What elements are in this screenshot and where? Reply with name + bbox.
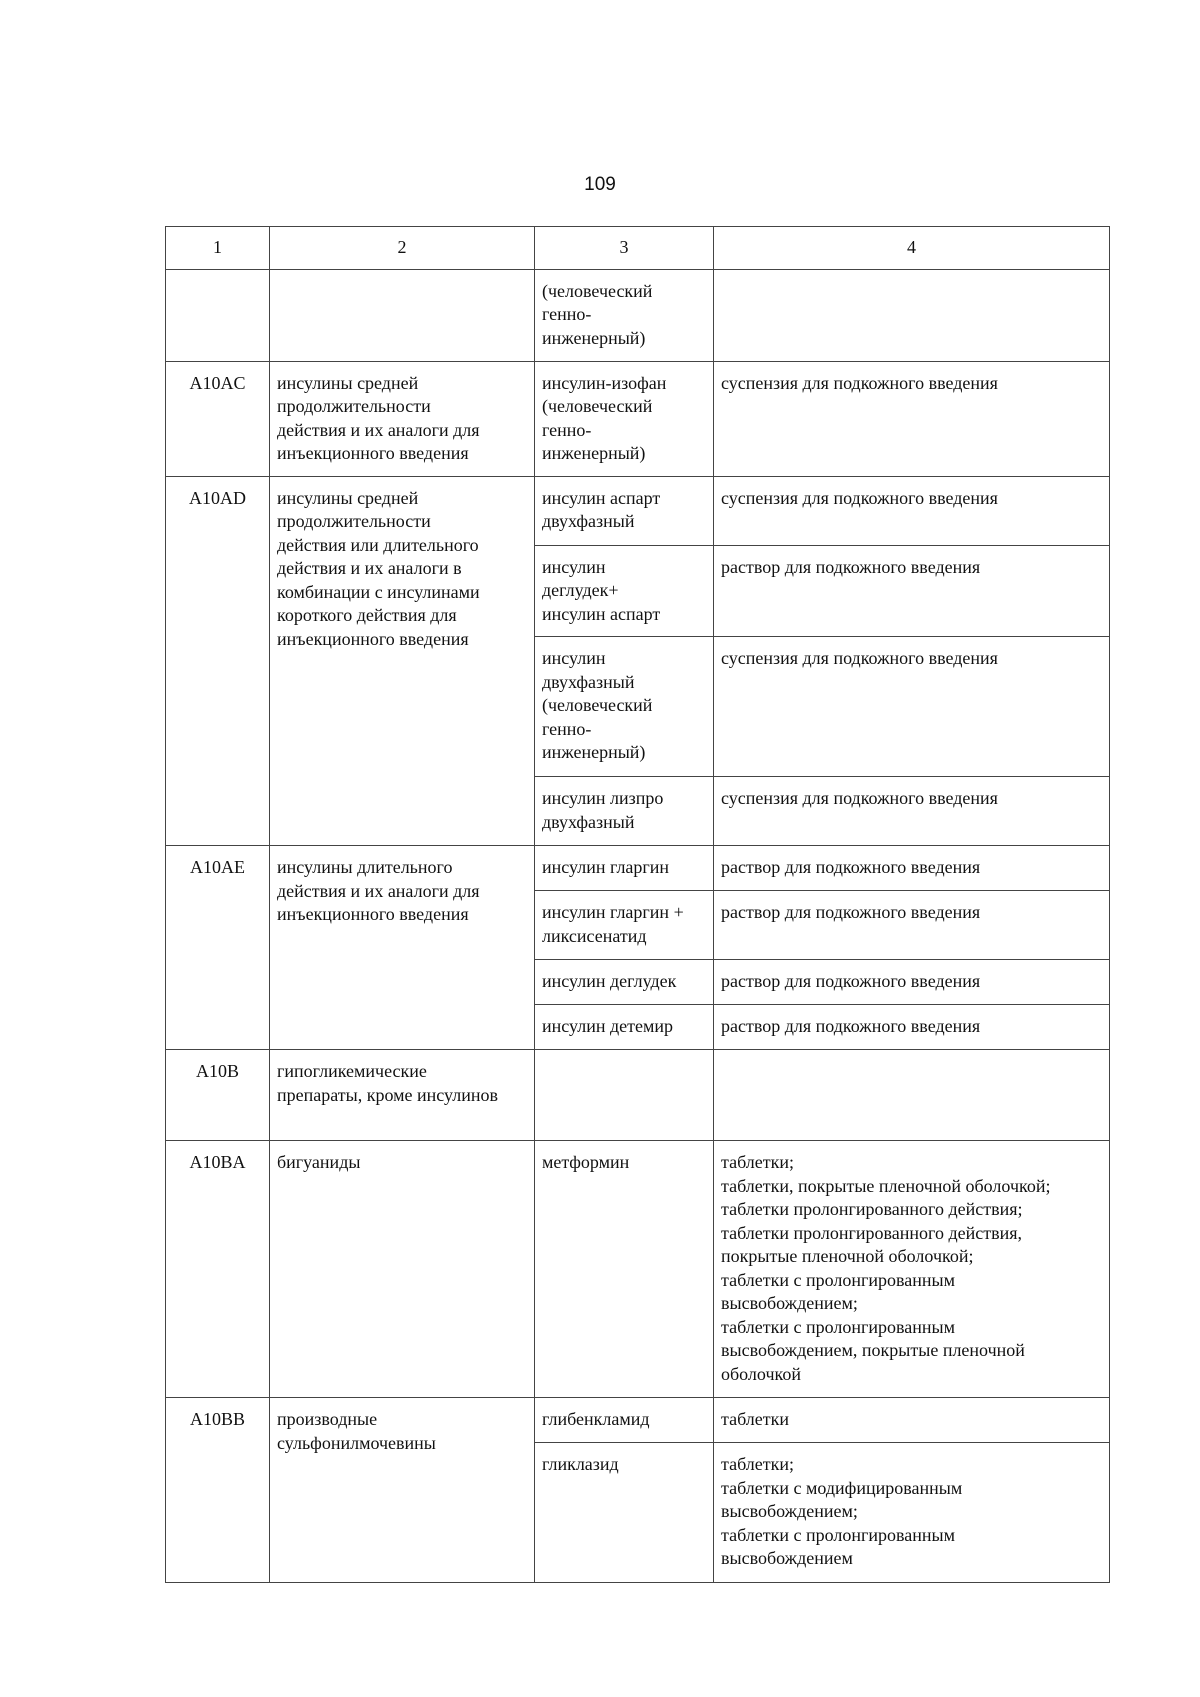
form-cell: раствор для подкожного введения xyxy=(714,1005,1110,1050)
table-row xyxy=(166,269,1110,361)
drug-cell: метформин xyxy=(535,1141,714,1398)
table-row xyxy=(166,846,1110,891)
group-name-cell: гипогликемические препараты, кроме инсулинов xyxy=(270,1050,535,1141)
atc-code-cell: A10AC xyxy=(166,361,270,476)
table-row xyxy=(166,1050,1110,1141)
atc-code-cell: A10BB xyxy=(166,1398,270,1583)
group-name-cell: инсулины длительного действия и их аналоги для инъекционного введения xyxy=(270,846,535,1050)
form-cell: раствор для подкожного введения xyxy=(714,891,1110,960)
form-cell: таблетки xyxy=(714,1398,1110,1443)
table-row xyxy=(166,1141,1110,1398)
drug-cell: инсулин деглудек+ инсулин аспарт xyxy=(535,545,714,637)
header-cell: 4 xyxy=(714,227,1110,270)
form-cell: суспензия для подкожного введения xyxy=(714,777,1110,846)
form-cell: суспензия для подкожного введения xyxy=(714,361,1110,476)
atc-code-cell: A10B xyxy=(166,1050,270,1141)
form-cell: раствор для подкожного введения xyxy=(714,545,1110,637)
page-number: 109 xyxy=(584,174,616,195)
form-cell: суспензия для подкожного введения xyxy=(714,637,1110,777)
header-cell: 1 xyxy=(166,227,270,270)
form-cell: суспензия для подкожного введения xyxy=(714,476,1110,545)
header-cell: 2 xyxy=(270,227,535,270)
drug-cell: инсулин-изофан (человеческий генно- инженерный) xyxy=(535,361,714,476)
table-row xyxy=(166,361,1110,476)
drug-cell: гликлазид xyxy=(535,1443,714,1583)
form-cell: раствор для подкожного введения xyxy=(714,960,1110,1005)
group-name-cell: производные сульфонилмочевины xyxy=(270,1398,535,1583)
code-cell xyxy=(166,269,270,361)
group-name-cell: инсулины средней продолжительности действия или длительного действия и их аналоги в комбинации с инсулинами короткого действия для инъекционного введения xyxy=(270,476,535,846)
form-cell: таблетки; таблетки, покрытые пленочной оболочкой; таблетки пролонгированного действия; таблетки пролонгированного действия, покрытые пленочной оболочкой; таблетки с пролонгированным высвобождением; таблетки с пролонгированным высвобождением, покрытые пленочной оболочкой xyxy=(714,1141,1110,1398)
atc-code-cell: A10AD xyxy=(166,476,270,846)
form-cell: раствор для подкожного введения xyxy=(714,846,1110,891)
drug-cell: инсулин гларгин + ликсисенатид xyxy=(535,891,714,960)
group-name-cell: бигуаниды xyxy=(270,1141,535,1398)
drug-cell: инсулин лизпро двухфазный xyxy=(535,777,714,846)
drug-cell: глибенкламид xyxy=(535,1398,714,1443)
drug-cell xyxy=(535,1050,714,1141)
atc-code-cell: A10AE xyxy=(166,846,270,1050)
drug-cell: инсулин гларгин xyxy=(535,846,714,891)
table-header-row xyxy=(166,227,1110,270)
drug-cell: инсулин деглудек xyxy=(535,960,714,1005)
drug-cell: инсулин аспарт двухфазный xyxy=(535,476,714,545)
atc-code-cell: A10BA xyxy=(166,1141,270,1398)
form-cell: таблетки; таблетки с модифицированным высвобождением; таблетки с пролонгированным высвобождением xyxy=(714,1443,1110,1583)
table-row xyxy=(166,1398,1110,1443)
group-name-cell xyxy=(270,269,535,361)
drug-cell: инсулин детемир xyxy=(535,1005,714,1050)
drug-cell: (человеческий генно- инженерный) xyxy=(535,269,714,361)
form-cell xyxy=(714,1050,1110,1141)
table-row xyxy=(166,476,1110,545)
form-cell xyxy=(714,269,1110,361)
group-name-cell: инсулины средней продолжительности действия и их аналоги для инъекционного введения xyxy=(270,361,535,476)
drug-table xyxy=(165,226,1110,1583)
drug-cell: инсулин двухфазный (человеческий генно- инженерный) xyxy=(535,637,714,777)
header-cell: 3 xyxy=(535,227,714,270)
